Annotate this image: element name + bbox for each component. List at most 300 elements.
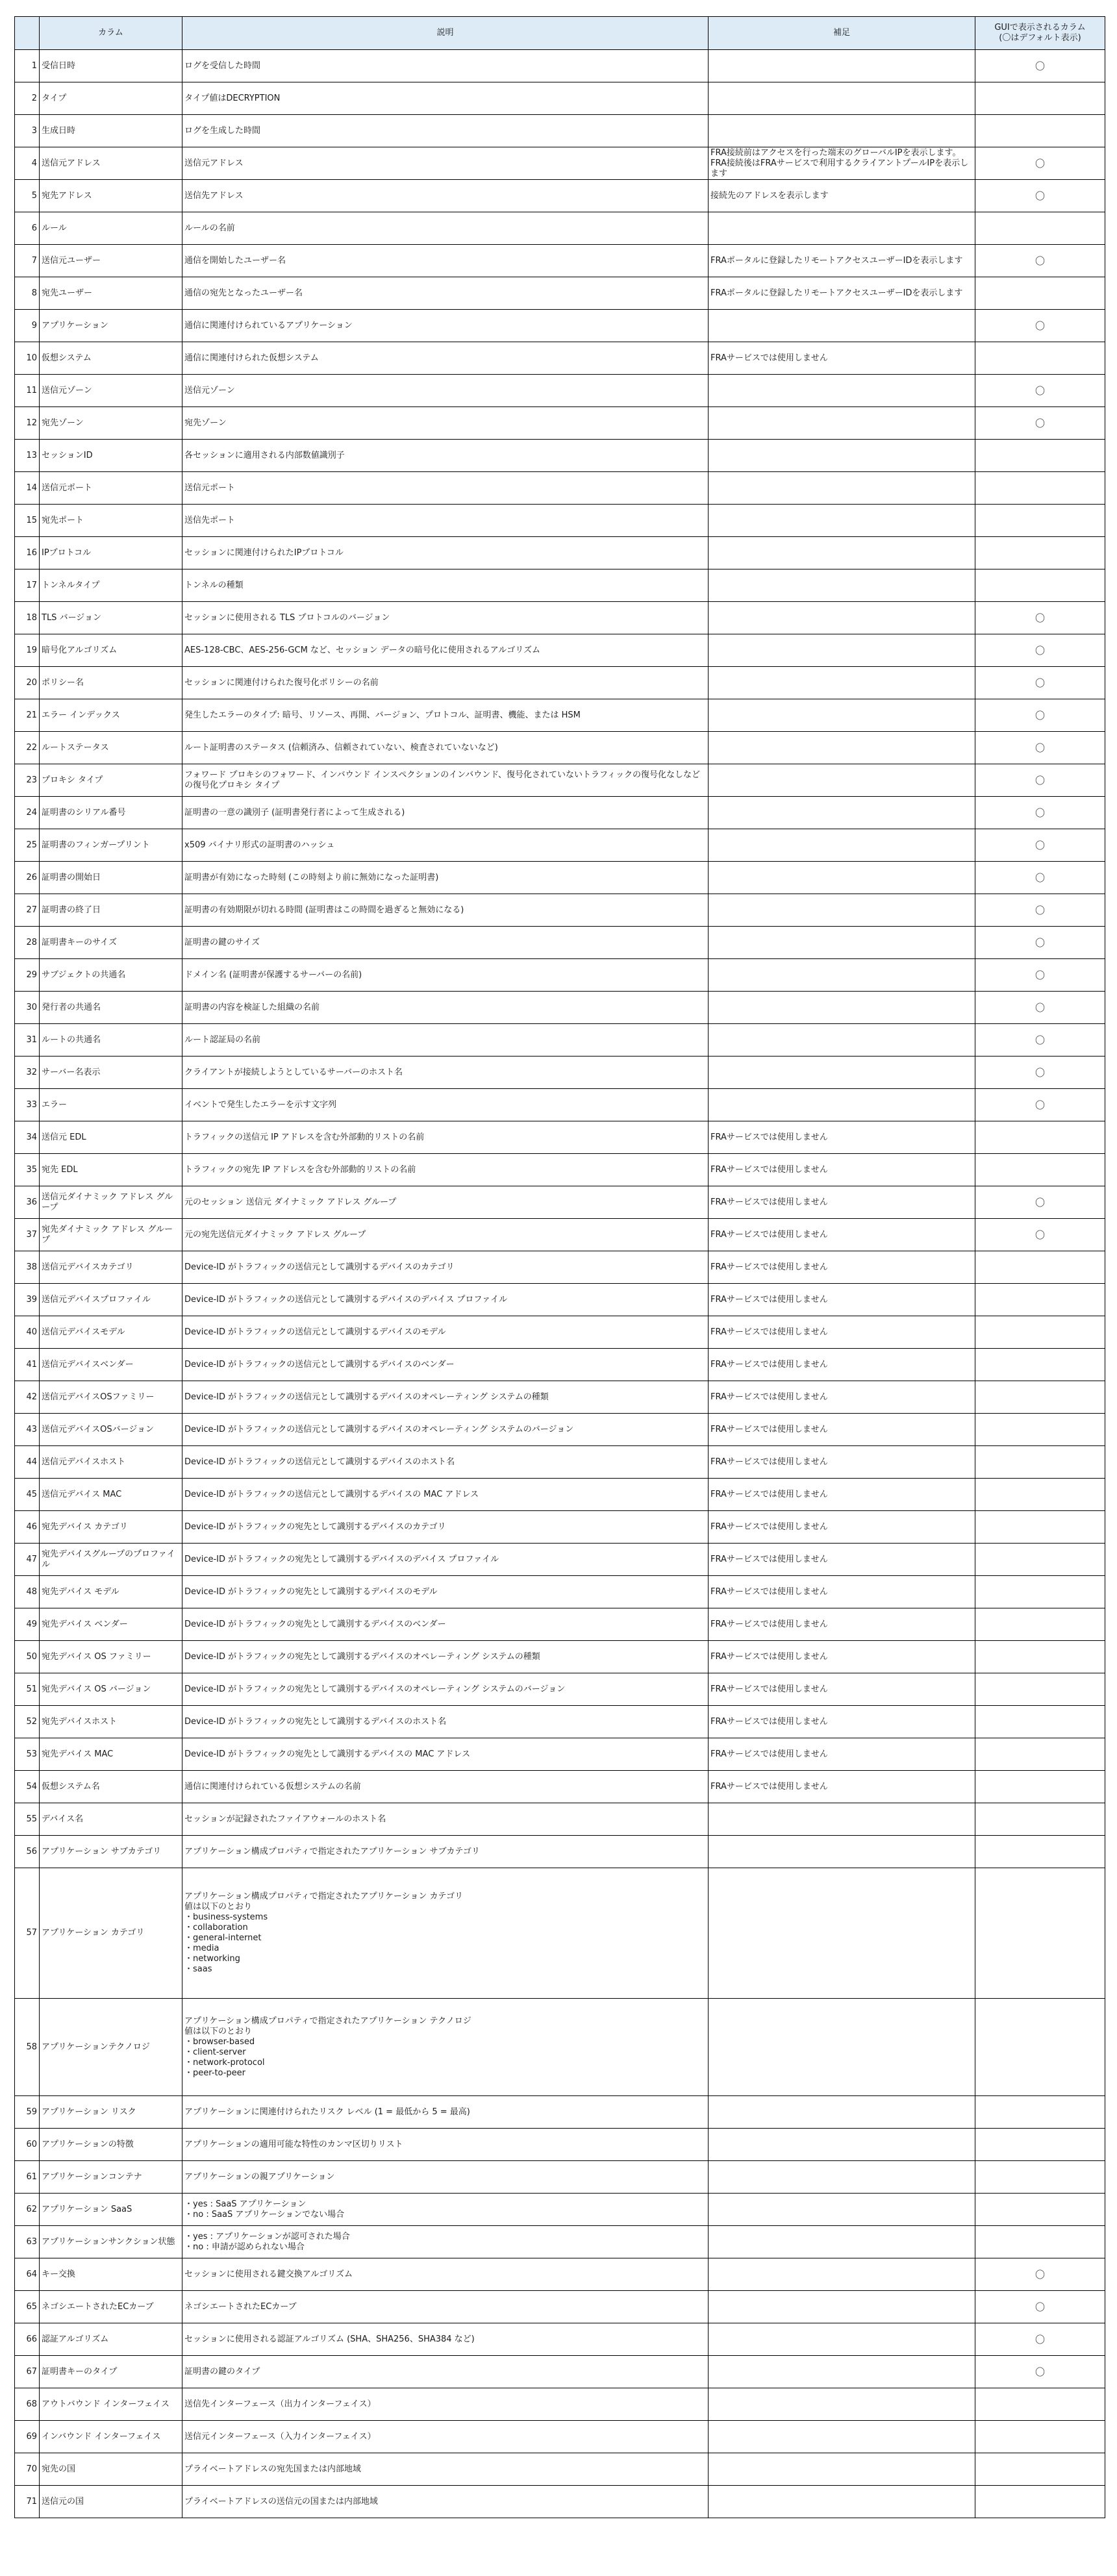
description-line: 通信の宛先となったユーザー名 <box>184 288 303 298</box>
column-description <box>182 1803 709 1836</box>
column-description <box>182 2356 709 2388</box>
default-display-mark-icon: 〇 <box>1035 60 1045 72</box>
default-display-mark-icon: 〇 <box>1035 384 1045 397</box>
description-line: Device-ID がトラフィックの送信元として識別するデバイスのモデル <box>184 1327 446 1337</box>
column-supplement: FRAサービスでは使用しません <box>709 1544 975 1576</box>
row-number: 43 <box>15 1414 40 1446</box>
description-line: ・yes : SaaS アプリケーション <box>184 2199 307 2209</box>
description-line: ルールの名前 <box>184 223 235 233</box>
gui-default-cell <box>975 2161 1105 2194</box>
table-row <box>15 959 1105 992</box>
column-name: アプリケーション リスク <box>40 2096 182 2129</box>
description-line: アプリケーションの親アプリケーション <box>184 2171 335 2182</box>
column-name: 宛先ポート <box>40 505 182 537</box>
column-supplement <box>709 2453 975 2486</box>
column-description <box>182 1446 709 1479</box>
row-number: 51 <box>15 1673 40 1706</box>
table-row <box>15 699 1105 732</box>
default-display-mark-icon: 〇 <box>1035 839 1045 851</box>
row-number: 20 <box>15 667 40 699</box>
description-line: ・saas <box>184 1964 212 1974</box>
gui-default-cell <box>975 1186 1105 1219</box>
description-line: イベントで発生したエラーを示す文字列 <box>184 1099 337 1110</box>
gui-default-cell <box>975 1089 1105 1121</box>
column-supplement <box>709 927 975 959</box>
column-supplement <box>709 2486 975 2518</box>
gui-default-cell <box>975 1868 1105 1999</box>
description-line: 送信元アドレス <box>184 158 244 168</box>
row-number: 5 <box>15 180 40 212</box>
column-supplement <box>709 862 975 894</box>
column-name: 送信元デバイスOSバージョン <box>40 1414 182 1446</box>
column-description <box>182 147 709 180</box>
row-number: 32 <box>15 1057 40 1089</box>
description-line: ・general-internet <box>184 1933 262 1943</box>
column-supplement: FRAサービスでは使用しません <box>709 1121 975 1154</box>
gui-default-cell <box>975 1381 1105 1414</box>
column-supplement: FRAサービスでは使用しません <box>709 1186 975 1219</box>
row-number: 70 <box>15 2453 40 2486</box>
table-row <box>15 537 1105 569</box>
column-name: 宛先デバイス モデル <box>40 1576 182 1608</box>
column-name: 送信元の国 <box>40 2486 182 2518</box>
column-name: 宛先の国 <box>40 2453 182 2486</box>
gui-default-cell <box>975 375 1105 407</box>
table-row <box>15 277 1105 310</box>
description-line: Device-ID がトラフィックの送信元として識別するデバイスのホスト名 <box>184 1457 455 1467</box>
row-number: 55 <box>15 1803 40 1836</box>
column-supplement: FRAポータルに登録したリモートアクセスユーザーIDを表示します <box>709 277 975 310</box>
table-row <box>15 797 1105 829</box>
column-description <box>182 1511 709 1544</box>
table-row <box>15 1219 1105 1251</box>
column-name: ネゴシエートされたECカーブ <box>40 2291 182 2323</box>
gui-default-cell <box>975 1446 1105 1479</box>
row-number: 62 <box>15 2194 40 2226</box>
column-name: サーバー名表示 <box>40 1057 182 1089</box>
column-name: 暗号化アルゴリズム <box>40 634 182 667</box>
column-name: アプリケーションコンテナ <box>40 2161 182 2194</box>
column-supplement <box>709 732 975 764</box>
column-supplement <box>709 472 975 505</box>
column-description <box>182 342 709 375</box>
gui-default-cell <box>975 1219 1105 1251</box>
gui-default-cell <box>975 1414 1105 1446</box>
gui-default-cell <box>975 1154 1105 1186</box>
gui-default-cell <box>975 1999 1105 2096</box>
table-row <box>15 472 1105 505</box>
table-row <box>15 1641 1105 1673</box>
column-supplement <box>709 634 975 667</box>
column-name: 宛先アドレス <box>40 180 182 212</box>
column-description <box>182 2453 709 2486</box>
column-name: 証明書のシリアル番号 <box>40 797 182 829</box>
row-number: 39 <box>15 1284 40 1316</box>
column-supplement <box>709 1089 975 1121</box>
row-number: 57 <box>15 1868 40 1999</box>
gui-default-cell <box>975 212 1105 245</box>
description-line: 送信先インターフェース（出力インターフェイス） <box>184 2399 376 2409</box>
column-supplement <box>709 1836 975 1868</box>
column-name: 宛先ゾーン <box>40 407 182 440</box>
gui-default-cell <box>975 2453 1105 2486</box>
description-line: アプリケーション構成プロパティで指定されたアプリケーション サブカテゴリ <box>184 1846 480 1857</box>
row-number: 45 <box>15 1479 40 1511</box>
table-row <box>15 115 1105 147</box>
table-row <box>15 667 1105 699</box>
column-description <box>182 407 709 440</box>
column-name: 送信元デバイスプロファイル <box>40 1284 182 1316</box>
gui-default-cell <box>975 602 1105 634</box>
row-number: 47 <box>15 1544 40 1576</box>
description-line: トンネルの種類 <box>184 580 244 590</box>
gui-default-cell <box>975 1706 1105 1738</box>
gui-default-cell <box>975 1057 1105 1089</box>
description-line: セッションに使用される認証アルゴリズム (SHA、SHA256、SHA384 など) <box>184 2334 475 2344</box>
description-line: 元の宛先送信元ダイナミック アドレス グループ <box>184 1229 366 1240</box>
gui-default-cell <box>975 342 1105 375</box>
gui-default-cell <box>975 2129 1105 2161</box>
gui-default-cell <box>975 1511 1105 1544</box>
column-name: キー交換 <box>40 2258 182 2291</box>
column-supplement: FRAサービスでは使用しません <box>709 1673 975 1706</box>
description-line: トラフィックの送信元 IP アドレスを含む外部動的リストの名前 <box>184 1132 425 1142</box>
table-row <box>15 1251 1105 1284</box>
column-name: サブジェクトの共通名 <box>40 959 182 992</box>
column-name: 宛先デバイス カテゴリ <box>40 1511 182 1544</box>
row-number: 34 <box>15 1121 40 1154</box>
table-row <box>15 1511 1105 1544</box>
table-row <box>15 2291 1105 2323</box>
description-line: AES-128-CBC、AES-256-GCM など、セッション データの暗号化に使用されるアルゴリズム <box>184 645 541 655</box>
column-supplement <box>709 1999 975 2096</box>
table-row <box>15 2129 1105 2161</box>
description-line: ログを生成した時間 <box>184 125 261 136</box>
row-number: 71 <box>15 2486 40 2518</box>
row-number: 66 <box>15 2323 40 2356</box>
column-supplement: FRAサービスでは使用しません <box>709 1641 975 1673</box>
column-description <box>182 2291 709 2323</box>
description-line: x509 バイナリ形式の証明書のハッシュ <box>184 840 335 850</box>
description-line: Device-ID がトラフィックの宛先として識別するデバイスの MAC アドレス <box>184 1749 471 1759</box>
description-line: 通信に関連付けられている仮想システムの名前 <box>184 1781 361 1792</box>
gui-default-cell <box>975 440 1105 472</box>
table-row <box>15 1414 1105 1446</box>
row-number: 37 <box>15 1219 40 1251</box>
table-row <box>15 1673 1105 1706</box>
column-name: IPプロトコル <box>40 537 182 569</box>
row-number: 36 <box>15 1186 40 1219</box>
column-name: プロキシ タイプ <box>40 764 182 797</box>
column-description <box>182 569 709 602</box>
gui-default-cell <box>975 862 1105 894</box>
table-row <box>15 342 1105 375</box>
default-display-mark-icon: 〇 <box>1035 936 1045 949</box>
table-row <box>15 1186 1105 1219</box>
row-number: 30 <box>15 992 40 1024</box>
column-description <box>182 82 709 115</box>
row-number: 49 <box>15 1608 40 1641</box>
column-description <box>182 699 709 732</box>
column-supplement <box>709 2096 975 2129</box>
default-display-mark-icon: 〇 <box>1035 644 1045 657</box>
column-description <box>182 2486 709 2518</box>
column-supplement <box>709 2258 975 2291</box>
gui-default-cell <box>975 667 1105 699</box>
log-columns-table <box>14 16 1105 2518</box>
row-number: 2 <box>15 82 40 115</box>
description-line: ネゴシエートされたECカーブ <box>184 2301 297 2312</box>
column-description <box>182 50 709 82</box>
row-number: 59 <box>15 2096 40 2129</box>
table-row <box>15 1121 1105 1154</box>
column-name: アプリケーションサンクション状態 <box>40 2226 182 2258</box>
column-supplement <box>709 1803 975 1836</box>
table-row <box>15 1544 1105 1576</box>
column-name: 送信元ユーザー <box>40 245 182 277</box>
gui-default-cell <box>975 1121 1105 1154</box>
default-display-mark-icon: 〇 <box>1035 677 1045 689</box>
table-row <box>15 212 1105 245</box>
column-description <box>182 894 709 927</box>
column-supplement <box>709 699 975 732</box>
row-number: 56 <box>15 1836 40 1868</box>
description-line: ・collaboration <box>184 1923 248 1932</box>
row-number: 6 <box>15 212 40 245</box>
column-description <box>182 1154 709 1186</box>
table-row <box>15 732 1105 764</box>
gui-default-cell <box>975 699 1105 732</box>
default-display-mark-icon: 〇 <box>1035 255 1045 267</box>
description-line: Device-ID がトラフィックの送信元として識別するデバイスのベンダー <box>184 1359 455 1369</box>
column-description <box>182 1576 709 1608</box>
column-supplement: FRA接続前はアクセスを行った端末のグローバルIPを表示します。FRA接続後はFRAサービスで利用するクライアントプールIPを表示します <box>709 147 975 180</box>
column-name: トンネルタイプ <box>40 569 182 602</box>
column-name: 宛先デバイス MAC <box>40 1738 182 1771</box>
description-line: 値は以下のとおり <box>184 2026 253 2036</box>
gui-default-cell <box>975 1608 1105 1641</box>
description-line: ・client-server <box>184 2047 246 2057</box>
description-line: プライベートアドレスの送信元の国または内部地域 <box>184 2496 378 2507</box>
column-description <box>182 2258 709 2291</box>
row-number: 18 <box>15 602 40 634</box>
column-name: 送信元 EDL <box>40 1121 182 1154</box>
description-line: プライベートアドレスの宛先国または内部地域 <box>184 2464 361 2474</box>
gui-default-cell <box>975 1479 1105 1511</box>
header-gui-line2: (〇はデフォルト表示) <box>999 33 1081 43</box>
row-number: 9 <box>15 310 40 342</box>
default-display-mark-icon: 〇 <box>1035 2366 1045 2378</box>
column-description <box>182 1479 709 1511</box>
default-display-mark-icon: 〇 <box>1035 871 1045 884</box>
table-row <box>15 2226 1105 2258</box>
default-display-mark-icon: 〇 <box>1035 807 1045 819</box>
table-row <box>15 1349 1105 1381</box>
table-row <box>15 1089 1105 1121</box>
description-line: ルート証明書のステータス (信頼済み、信頼されていない、検査されていないなど) <box>184 742 498 753</box>
row-number: 26 <box>15 862 40 894</box>
table-row <box>15 862 1105 894</box>
column-name: 送信元アドレス <box>40 147 182 180</box>
column-description <box>182 862 709 894</box>
gui-default-cell <box>975 1771 1105 1803</box>
table-row <box>15 1836 1105 1868</box>
description-line: Device-ID がトラフィックの送信元として識別するデバイスの MAC アドレス <box>184 1489 479 1499</box>
row-number: 69 <box>15 2421 40 2453</box>
description-line: 証明書の鍵のサイズ <box>184 937 260 947</box>
gui-default-cell <box>975 1576 1105 1608</box>
table-row <box>15 82 1105 115</box>
column-name: 発行者の共通名 <box>40 992 182 1024</box>
description-line: 送信先アドレス <box>184 190 244 201</box>
column-name: 送信元ダイナミック アドレス グループ <box>40 1186 182 1219</box>
row-number: 17 <box>15 569 40 602</box>
header-column: カラム <box>40 17 182 50</box>
column-description <box>182 277 709 310</box>
table-row <box>15 634 1105 667</box>
column-name: 送信元デバイス MAC <box>40 1479 182 1511</box>
description-line: ドメイン名 (証明書が保護するサーバーの名前) <box>184 969 362 980</box>
column-supplement <box>709 537 975 569</box>
column-description <box>182 1186 709 1219</box>
column-supplement: 接続先のアドレスを表示します <box>709 180 975 212</box>
column-description <box>182 1771 709 1803</box>
gui-default-cell <box>975 1544 1105 1576</box>
gui-default-cell <box>975 1641 1105 1673</box>
default-display-mark-icon: 〇 <box>1035 2333 1045 2345</box>
gui-default-cell <box>975 1349 1105 1381</box>
column-name: 宛先デバイスホスト <box>40 1706 182 1738</box>
column-supplement <box>709 115 975 147</box>
gui-default-cell <box>975 310 1105 342</box>
row-number: 11 <box>15 375 40 407</box>
column-supplement <box>709 505 975 537</box>
table-row <box>15 1771 1105 1803</box>
column-name: 宛先ユーザー <box>40 277 182 310</box>
default-display-mark-icon: 〇 <box>1035 1099 1045 1111</box>
description-line: セッションに関連付けられたIPプロトコル <box>184 547 344 558</box>
table-row <box>15 505 1105 537</box>
column-supplement: FRAサービスでは使用しません <box>709 1381 975 1414</box>
column-supplement: FRAサービスでは使用しません <box>709 1608 975 1641</box>
row-number: 50 <box>15 1641 40 1673</box>
column-supplement: FRAサービスでは使用しません <box>709 1251 975 1284</box>
row-number: 3 <box>15 115 40 147</box>
column-supplement <box>709 1868 975 1999</box>
column-description <box>182 472 709 505</box>
column-description <box>182 115 709 147</box>
table-row <box>15 1024 1105 1057</box>
gui-default-cell <box>975 50 1105 82</box>
table-row <box>15 1803 1105 1836</box>
description-line: 値は以下のとおり <box>184 1902 253 1912</box>
description-line: 送信元ゾーン <box>184 385 235 395</box>
column-description <box>182 1836 709 1868</box>
column-name: 送信元デバイスカテゴリ <box>40 1251 182 1284</box>
default-display-mark-icon: 〇 <box>1035 157 1045 169</box>
description-line: アプリケーション構成プロパティで指定されたアプリケーション カテゴリ <box>184 1892 463 1901</box>
row-number: 13 <box>15 440 40 472</box>
table-row <box>15 2194 1105 2226</box>
description-line: Device-ID がトラフィックの宛先として識別するデバイスのオペレーティング システムの種類 <box>184 1651 540 1662</box>
row-number: 60 <box>15 2129 40 2161</box>
row-number: 33 <box>15 1089 40 1121</box>
table-row <box>15 1284 1105 1316</box>
column-supplement <box>709 992 975 1024</box>
description-line: Device-ID がトラフィックの宛先として識別するデバイスのオペレーティング システムのバージョン <box>184 1684 566 1694</box>
table-row <box>15 829 1105 862</box>
column-supplement: FRAサービスでは使用しません <box>709 1738 975 1771</box>
column-supplement <box>709 212 975 245</box>
description-line: セッションが記録されたファイアウォールのホスト名 <box>184 1814 386 1824</box>
header-gui-line1: GUIで表示されるカラム <box>994 23 1086 32</box>
column-supplement: FRAサービスでは使用しません <box>709 1706 975 1738</box>
column-description <box>182 505 709 537</box>
row-number: 42 <box>15 1381 40 1414</box>
row-number: 63 <box>15 2226 40 2258</box>
column-name: 証明書のフィンガープリント <box>40 829 182 862</box>
column-description <box>182 797 709 829</box>
column-supplement <box>709 1057 975 1089</box>
column-name: 生成日時 <box>40 115 182 147</box>
description-line: Device-ID がトラフィックの宛先として識別するデバイスのモデル <box>184 1586 438 1597</box>
column-name: ポリシー名 <box>40 667 182 699</box>
column-supplement: FRAサービスでは使用しません <box>709 1479 975 1511</box>
description-line: アプリケーションの適用可能な特性のカンマ区切りリスト <box>184 2139 403 2149</box>
column-name: アプリケーション <box>40 310 182 342</box>
column-description <box>182 180 709 212</box>
description-line: ・peer-to-peer <box>184 2068 246 2078</box>
description-line: 通信に関連付けられた仮想システム <box>184 353 319 363</box>
table-row <box>15 2388 1105 2421</box>
table-row <box>15 2421 1105 2453</box>
default-display-mark-icon: 〇 <box>1035 1001 1045 1014</box>
column-name: ルール <box>40 212 182 245</box>
row-number: 65 <box>15 2291 40 2323</box>
gui-default-cell <box>975 245 1105 277</box>
description-line: ・media <box>184 1944 220 1953</box>
table-row <box>15 147 1105 180</box>
gui-default-cell <box>975 2291 1105 2323</box>
column-name: 証明書キーのサイズ <box>40 927 182 959</box>
column-supplement <box>709 959 975 992</box>
column-description <box>182 764 709 797</box>
gui-default-cell <box>975 1316 1105 1349</box>
row-number: 19 <box>15 634 40 667</box>
default-display-mark-icon: 〇 <box>1035 1229 1045 1241</box>
column-supplement: FRAサービスでは使用しません <box>709 1219 975 1251</box>
gui-default-cell <box>975 147 1105 180</box>
table-row <box>15 1057 1105 1089</box>
column-name: 送信元デバイスモデル <box>40 1316 182 1349</box>
table-row <box>15 2096 1105 2129</box>
column-supplement: FRAサービスでは使用しません <box>709 1154 975 1186</box>
gui-default-cell <box>975 82 1105 115</box>
column-supplement <box>709 2421 975 2453</box>
row-number: 46 <box>15 1511 40 1544</box>
column-supplement <box>709 829 975 862</box>
description-line: 証明書の鍵のタイプ <box>184 2366 260 2377</box>
description-line: クライアントが接続しようとしているサーバーのホスト名 <box>184 1067 403 1077</box>
description-line: Device-ID がトラフィックの送信元として識別するデバイスのオペレーティング システムの種類 <box>184 1392 549 1402</box>
description-line: 証明書の有効期限が切れる時間 (証明書はこの時間を過ぎると無効になる) <box>184 905 464 915</box>
table-row <box>15 1608 1105 1641</box>
table-row <box>15 602 1105 634</box>
row-number: 31 <box>15 1024 40 1057</box>
gui-default-cell <box>975 634 1105 667</box>
column-name: アウトバウンド インターフェイス <box>40 2388 182 2421</box>
row-number: 14 <box>15 472 40 505</box>
